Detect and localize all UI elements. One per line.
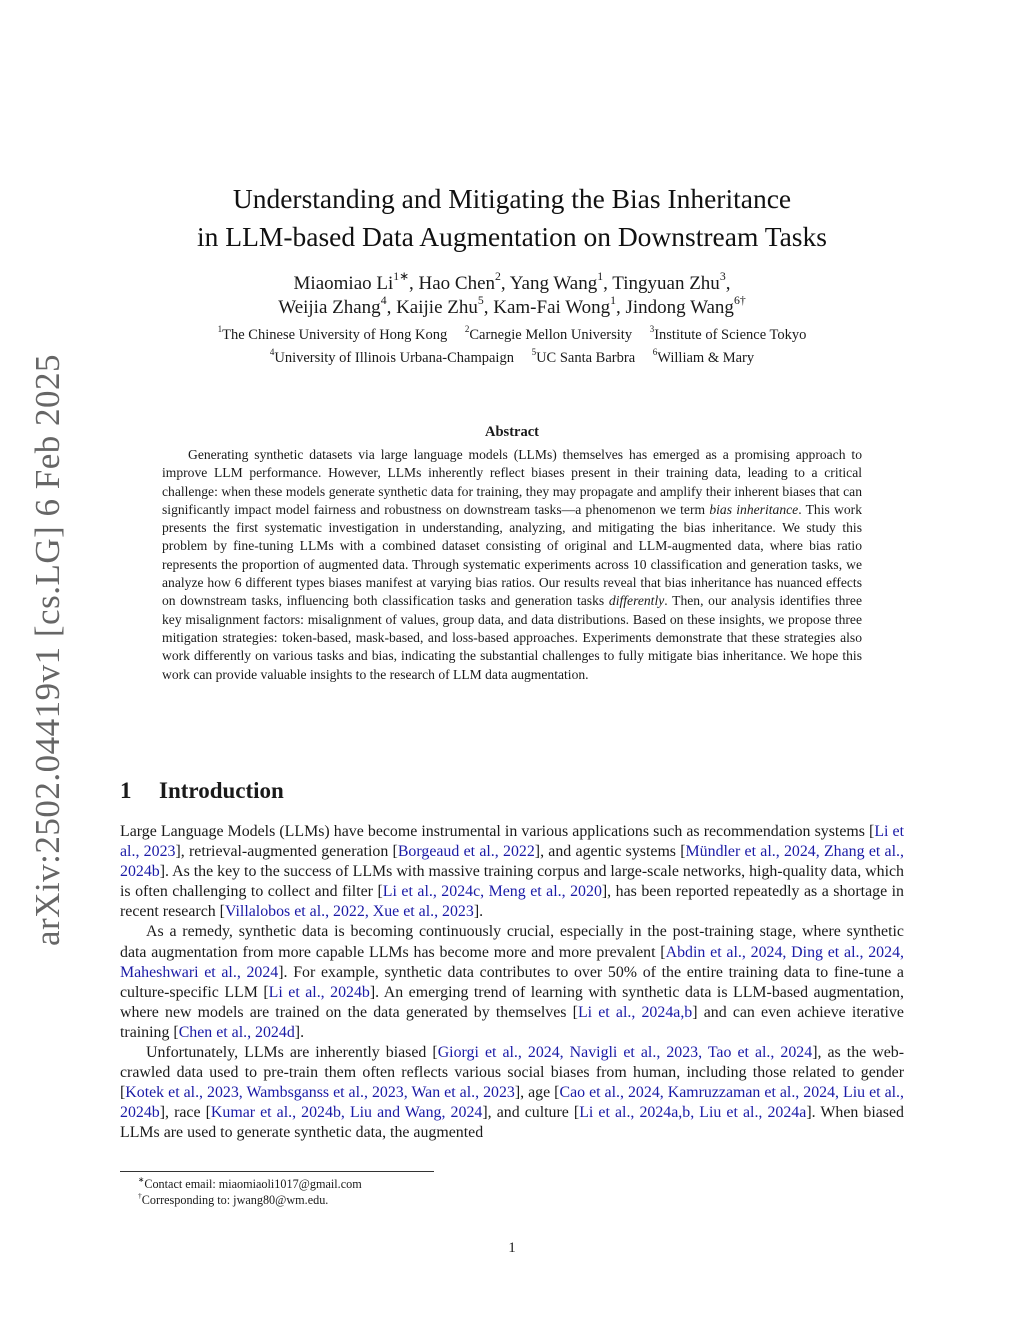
author-name: Kaijie Zhu (396, 297, 478, 318)
footnote-divider (120, 1171, 434, 1172)
author-name: Hao Chen (418, 273, 496, 294)
footnote-corresponding: †Corresponding to: jwang80@wm.edu. (138, 1190, 329, 1207)
author-name: Miaomiao Li (293, 273, 394, 294)
citation-link[interactable]: Li et al., 2023 (120, 823, 905, 861)
paper-title (0, 180, 1024, 256)
citation-link[interactable]: Kumar et al., 2024b, Liu and Wang, 2024 (210, 1104, 483, 1122)
page-number: 1 (508, 1240, 516, 1256)
author-affil-mark: 3 (719, 269, 726, 283)
abstract-paragraph: Generating synthetic datasets via large language models (LLMs) themselves has emerged as a promising approach to improve LLM performance. However, LLMs inherently reflect biases present in their training data, leading to a critical challenge: when these models generate synthetic data for training, they may propagate and amplify their inherent biases that can significantly impact model fairness and robustness on downstream tasks—a phenomenon we term bias inheritance. This work presents the first systematic investigation in understanding, analyzing, and mitigating the bias inheritance. We study this problem by fine-tuning LLMs with a combined dataset consisting of original and LLM-augmented data, where bias ratio represents the proportion of augmented data. Through systematic experiments across 10 classification and generation tasks, we analyze how 6 different types biases manifest at varying bias ratios. Our results reveal that bias inheritance has nuanced effects on downstream tasks, influencing both classification tasks and generation tasks differently. Then, our analysis identifies three key misalignment factors: misalignment of values, group data, and data distributions. Based on these insights, we propose three mitigation strategies: token-based, mask-based, and loss-based approaches. Experiments demonstrate that these strategies also work differently on various tasks and bias, indicating the substantial challenges to fully mitigate bias inheritance. We hope this work can provide valuable insights to the research of LLM data augmentation. (162, 447, 862, 682)
citation-link[interactable]: Abdin et al., 2024, Ding et al., 2024, Maheshwari et al., 2024 (120, 943, 904, 981)
affiliation: $^6$William & Mary (652, 346, 755, 366)
author-name: Tingyuan Zhu (612, 273, 720, 294)
author-name: Kam-Fai Wong (493, 297, 611, 318)
author-line-2: Weijia Zhang$^4$, Kaijie Zhu$^5$, Kam-Fai Wong$^1$, Jindong Wang$^{6\dagger}$ (278, 293, 746, 318)
affiliation: $^2$Carnegie Mellon University (464, 323, 633, 343)
footnote-contact: ∗Contact email: miaomiaoli1017@gmail.com (138, 1174, 362, 1191)
citation-link[interactable]: Kotek et al., 2023, Wambsganss et al., 2023, Wan et al., 2023 (125, 1084, 515, 1102)
section-number: 1 (120, 778, 132, 803)
abstract-emphasis: differently (608, 593, 665, 609)
citation-link[interactable]: Li et al., 2024b (268, 983, 370, 1001)
author-affil-mark: 2 (495, 269, 501, 283)
title-line-1: Understanding and Mitigating the Bias Inheritance (232, 183, 792, 214)
citation-link[interactable]: Li et al., 2024a,b (577, 1003, 693, 1021)
abstract-body (162, 446, 862, 684)
footnotes (138, 1176, 362, 1208)
author-affil-mark: 4 (380, 293, 387, 307)
author-list (0, 269, 1024, 320)
citation-link[interactable]: Cao et al., 2024, Kamruzzaman et al., 2024, Liu et al., 2024b (120, 1084, 904, 1122)
citation-link[interactable]: Li et al., 2024c, Meng et al., 2020 (382, 883, 602, 901)
section-title: Introduction (159, 778, 284, 803)
abstract-heading: Abstract (485, 424, 539, 440)
author-affil-mark: 1 (597, 269, 604, 283)
intro-paragraph-3: Unfortunately, LLMs are inherently biased [Giorgi et al., 2024, Navigli et al., 2023, Tao et al., 2024], as the web-crawled data used to pre-train them often reflects various social biases from human, including those related to gender [Kotek et al., 2023, Wambsganss et al., 2023, Wan et al., 2023], age [Cao et al., 2024, Kamruzzaman et al., 2024, Liu et al., 2024b], race [Kumar et al., 2024b, Liu and Wang, 2024], and culture [Li et al., 2024a,b, Liu et al., 2024a]. When biased LLMs are used to generate synthetic data, the augmented (120, 1044, 904, 1142)
author-affil-mark: 1 (610, 293, 616, 307)
affiliation: $^4$University of Illinois Urbana-Champaign (269, 346, 514, 366)
section-heading (120, 778, 284, 804)
author-line-1: Miaomiao $Li^{1∗}$, Hao Chen$^2$, Yang Wang$^1$, Tingyuan Zhu$^3$, (293, 269, 731, 294)
citation-link[interactable]: Li et al., 2024a,b, Liu et al., 2024a (579, 1104, 807, 1122)
author-name: Yang Wang (509, 273, 598, 294)
abstract-term: bias inheritance (709, 501, 799, 517)
title-line-2: in LLM-based Data Augmentation on Downstream Tasks (197, 221, 827, 252)
arxiv-identifier-stamp: arXiv:2502.04419v1 [cs.LG] 6 Feb 2025 (28, 353, 67, 947)
author-affil-mark: 5 (477, 293, 484, 307)
affiliation: $^5$UC Santa Barbra (531, 346, 636, 366)
introduction-body (120, 822, 904, 1144)
affiliation-line-1 (0, 324, 1024, 347)
citation-link[interactable]: Mündler et al., 2024, Zhang et al., 2024b (120, 843, 904, 881)
author-affil-mark: 6† (733, 293, 746, 307)
affiliation: $^1$The Chinese University of Hong Kong (217, 323, 448, 343)
author-name: Weijia Zhang (278, 297, 381, 318)
affiliations (0, 324, 1024, 370)
author-name: Jindong Wang (625, 297, 734, 318)
citation-link[interactable]: Chen et al., 2024d (178, 1023, 295, 1041)
intro-paragraph-2: As a remedy, synthetic data is becoming continuously crucial, especially in the post-training stage, where synthetic data augmentation from more capable LLMs has become more and more prevalent [Abdin et al., 2024, Ding et al., 2024, Maheshwari et al., 2024]. For example, synthetic data contributes to over 50% of the entire training data to fine-tune a culture-specific LLM [Li et al., 2024b]. An emerging trend of learning with synthetic data is LLM-based augmentation, where new models are trained on the data generated by themselves [Li et al., 2024a,b] and can even achieve iterative training [Chen et al., 2024d]. (120, 923, 904, 1041)
intro-paragraph-1: Large Language Models (LLMs) have become instrumental in various applications such as recommendation systems [Li et al., 2023], retrieval-augmented generation [Borgeaud et al., 2022], and agentic systems [Mündler et al., 2024, Zhang et al., 2024b]. As the key to the success of LLMs with massive training corpus and large-scale networks, high-quality data, which is often challenging to collect and filter [Li et al., 2024c, Meng et al., 2020], has been reported repeatedly as a shortage in recent research [Villalobos et al., 2022, Xue et al., 2023]. (120, 823, 905, 921)
affiliation-line-2 (0, 347, 1024, 370)
affiliation: $^3$Institute of Science Tokyo (649, 323, 807, 343)
citation-link[interactable]: Giorgi et al., 2024, Navigli et al., 2023, Tao et al., 2024 (437, 1044, 813, 1062)
citation-link[interactable]: Borgeaud et al., 2022 (397, 843, 535, 861)
citation-link[interactable]: Villalobos et al., 2022, Xue et al., 2023 (224, 903, 474, 921)
author-affil-mark: 1∗ (393, 269, 410, 283)
